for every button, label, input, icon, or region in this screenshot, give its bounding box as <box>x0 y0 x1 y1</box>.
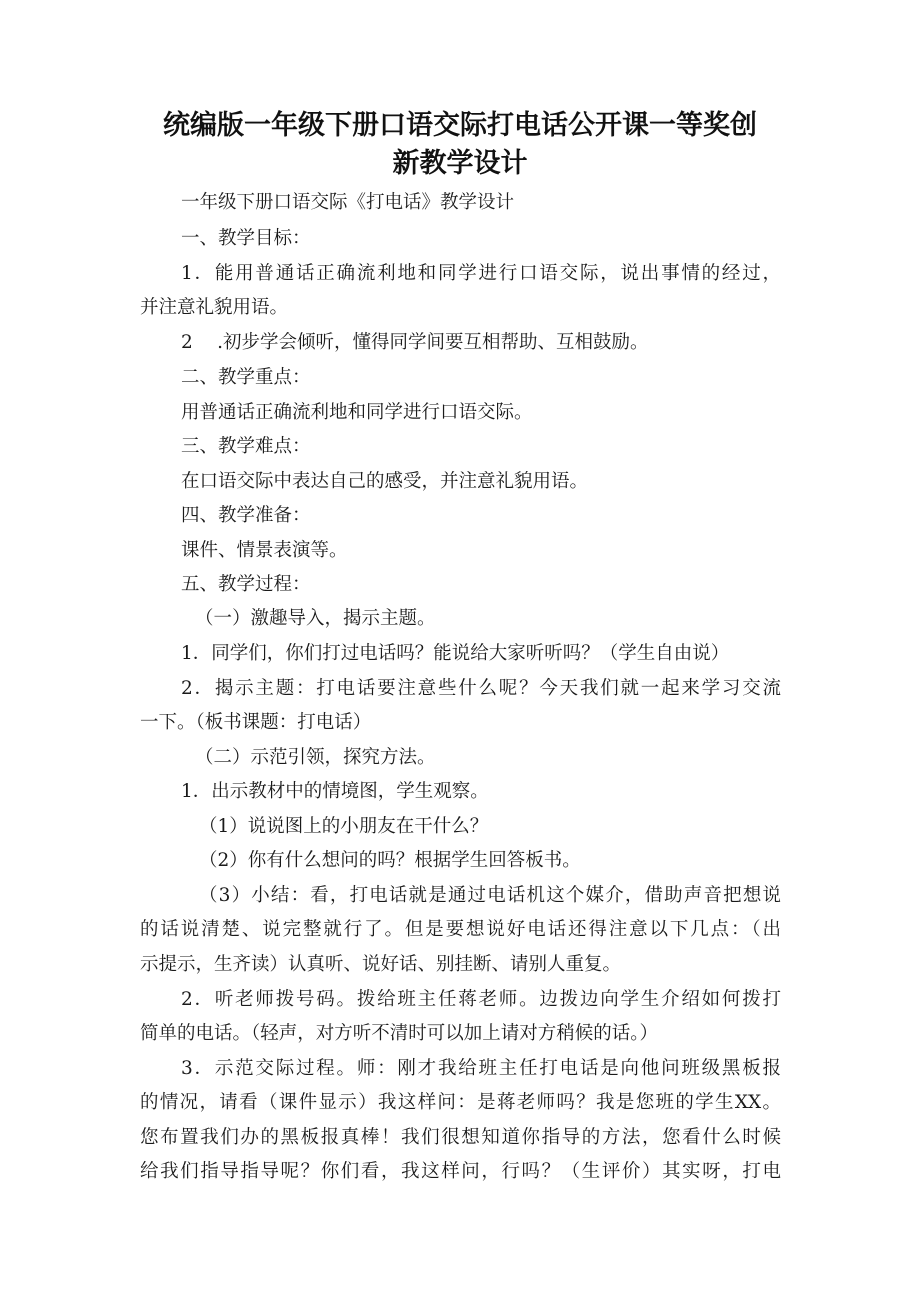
difficulties-text: 在口语交际中表达自己的感受，并注意礼貌用语。 <box>181 471 589 492</box>
process-part-2-item-1: 1．出示教材中的情境图，学生观察。 <box>181 781 489 802</box>
sub-item-3: （3）小结：看，打电话就是通过电话机这个媒介，借助声音把想说 <box>199 885 781 906</box>
section-heading-key-points: 二、教学重点： <box>181 367 311 388</box>
process-part-2-item-3-cont-3: 给我们指导指导呢？你们看，我这样问，行吗？（生评价）其实呀，打电 <box>140 1161 781 1182</box>
section-heading-preparation: 四、教学准备： <box>181 505 311 526</box>
section-heading-goals: 一、教学目标： <box>181 228 311 249</box>
goal-item-2: 2 .初步学会倾听，懂得同学间要互相帮助、互相鼓励。 <box>181 332 649 353</box>
goal-item-1-cont: 并注意礼貌用语。 <box>140 297 289 318</box>
preparation-text: 课件、情景表演等。 <box>181 540 348 561</box>
process-part-1-heading: （一）激趣导入，揭示主题。 <box>195 608 436 629</box>
process-part-2-item-2: 2．听老师拨号码。拨给班主任蒋老师。边拨边向学生介绍如何拨打 <box>181 989 781 1010</box>
process-part-2-item-3: 3．示范交际过程。师：刚才我给班主任打电话是向他问班级黑板报 <box>181 1058 781 1079</box>
section-heading-difficulties: 三、教学难点： <box>181 436 311 457</box>
process-part-2-item-3-cont-2: 您布置我们办的黑板报真棒！我们很想知道你指导的方法，您看什么时候 <box>140 1127 781 1148</box>
document-title-line-1: 统编版一年级下册口语交际打电话公开课一等奖创 <box>163 110 757 141</box>
process-item-1: 1．同学们，你们打过电话吗？能说给大家听听吗？（学生自由说） <box>181 643 730 664</box>
process-item-2: 2．揭示主题：打电话要注意些什么呢？今天我们就一起来学习交流 <box>181 678 781 699</box>
process-part-2-heading: （二）示范引领，探究方法。 <box>195 747 436 768</box>
document-title-line-2: 新教学设计 <box>392 148 528 179</box>
process-item-2-cont: 一下。（板书课题：打电话） <box>140 712 372 733</box>
process-part-2-item-2-cont: 简单的电话。（轻声，对方听不清时可以加上请对方稍候的话。） <box>140 1023 659 1044</box>
sub-item-2: （2）你有什么想问的吗？根据学生回答板书。 <box>199 850 581 871</box>
key-points-text: 用普通话正确流利地和同学进行口语交际。 <box>181 402 533 423</box>
sub-item-1: （1）说说图上的小朋友在干什么？ <box>199 816 489 837</box>
section-heading-process: 五、教学过程： <box>181 574 311 595</box>
sub-item-3-cont-2: 示提示，生齐读）认真听、说好话、别挂断、请别人重复。 <box>140 954 622 975</box>
doc-subtitle: 一年级下册口语交际《打电话》教学设计 <box>181 192 515 213</box>
goal-item-1: 1．能用普通话正确流利地和同学进行口语交际，说出事情的经过， <box>181 263 781 284</box>
sub-item-3-cont-1: 的话说清楚、说完整就行了。但是要想说好电话还得注意以下几点：（出 <box>140 919 781 940</box>
process-part-2-item-3-cont-1: 的情况，请看（课件显示）我这样问：是蒋老师吗？我是您班的学生XX。 <box>140 1092 781 1113</box>
